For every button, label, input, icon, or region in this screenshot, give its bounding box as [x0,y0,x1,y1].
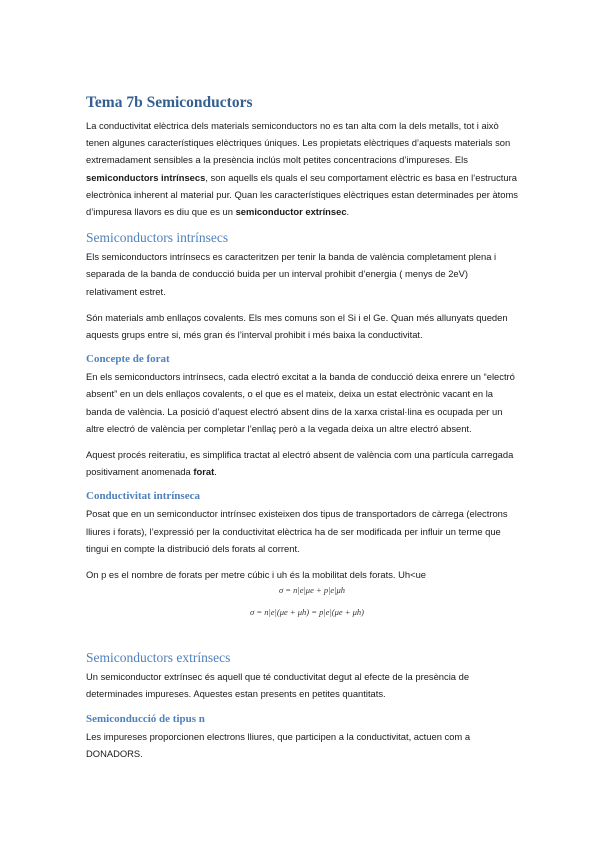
intro-text-2: , son aquells els quals el seu comportament elèctric es basa en l’estructura electrònica inherent al material pur. Quan les característiques elèctriques estan determinades per àtoms d’impuresa llavors es diu que es un [86,171,518,218]
forat-text-2: . [214,466,217,478]
intro-text-3: . [346,206,350,218]
forat-paragraph-2 [86,446,518,480]
intro-bold-2: semiconductor extrínsec [235,206,347,218]
heading-intrinsic: Semiconductors intrínsecs [86,230,229,246]
intrinsic-paragraph-1: Els semiconductors intrínsecs es caracteritzen per tenir la banda de valència completament plena i separada de la banda de conducció buida per un interval prohibit d’energia ( menys de 2eV) relativament estret. [86,251,497,297]
intro-text-1: La conductivitat elèctrica dels materials semiconductors no es tan alta com la dels metalls, tot i això tenen algunes característiques elèctriques úniques. Les propietats elèctriques d’aquests materials son extremadament sensibles a la presència inclús molt petites concentracions d’impureses. Els [86,120,511,166]
forat-text-1: Aquest procés reiteratiu, es simplifica tractat al electró absent de valència com una partícula carregada positivament anomenada [86,449,514,478]
heading-conductivitat: Conductivitat intrínseca [86,490,200,503]
conductivitat-paragraph-1: Posat que en un semiconductor intrínsec existeixen dos tipus de transportadors de càrrega (electrons lliures i forats), l’expressió per la conductivitat elèctrica ha de ser modificada per influir un terme que tingui en compte la distribució dels forats al corrent. [86,508,508,554]
document-body [86,93,518,771]
heading-forat: Concepte de forat [86,353,170,366]
conductivitat-paragraph-2: On p es el nombre de forats per metre cúbic i uh és la mobilitat dels forats. Uh<ue [86,569,427,581]
heading-extrinsic: Semiconductors extrínsecs [86,650,231,666]
formula-conductivity-2: σ = n|e|(μe + μh) = p|e|(μe + μh) [250,607,364,618]
intrinsic-paragraph-2: Són materials amb enllaços covalents. Els mes comuns son el Si i el Ge. Quan més allunyats queden aquests grups entre si, més gran és l’interval prohibit i més baixa la conductivitat. [86,311,508,341]
heading-tipus-n: Semiconducció de tipus n [86,712,205,725]
intro-paragraph [86,117,518,220]
extrinsic-paragraph-1: Un semiconductor extrínsec és aquell que té conductivitat degut al efecte de la presència de determinades impureses. Aquestes estan presents en petites quantitats. [86,671,470,700]
section-spacer [86,621,518,649]
tipus-n-paragraph-1: Les impureses proporcionen electrons lliures, que participen a la conductivitat, actuen com a DONADORS. [86,730,471,759]
page-title: Tema 7b Semiconductors [86,94,253,111]
forat-bold: forat [193,466,215,478]
intro-bold-1: semiconductors intrínsecs [86,171,206,183]
forat-paragraph-1: En els semiconductors intrínsecs, cada electró excitat a la banda de conducció deixa enrere un “electró absent” en un dels enllaços covalents, o el que es el mateix, deixa un estat electrònic vacant en la banda de valència. La posició d’aquest electró absent dins de la xarxa cristal·lina es ocupada per un altre electró de valència per completar l’enllaç però a la vegada deixa un altre electró absent. [86,371,515,434]
formula-conductivity-1: σ = n|e|μe + p|e|μh [278,585,346,596]
